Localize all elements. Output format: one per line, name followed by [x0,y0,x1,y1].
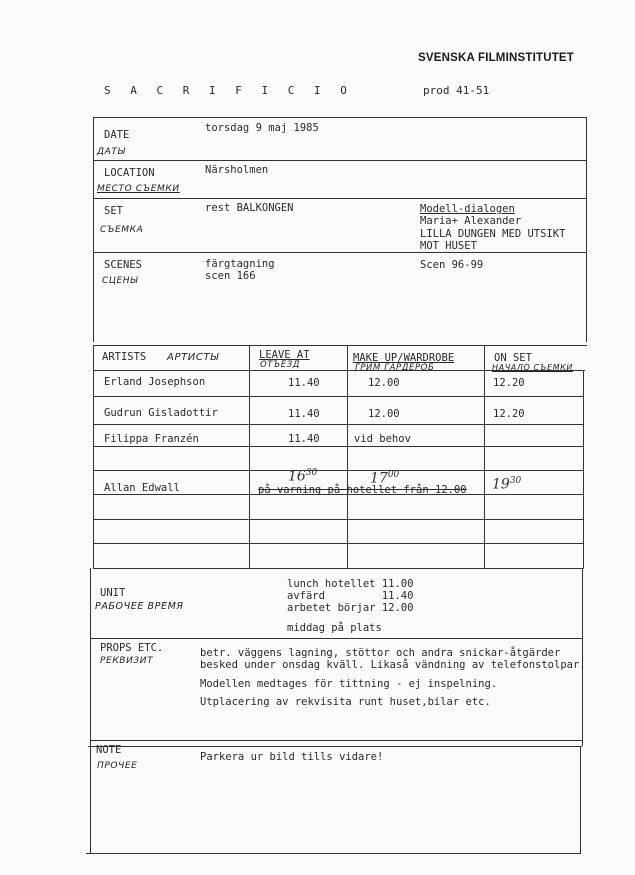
date-label: DATE [104,129,130,141]
artist-hand-makeup: $17^{00}$ [370,470,400,487]
artist-leave: 11.40 [288,433,320,445]
scenes-line-1: färgtagning [205,258,275,270]
col-onset-header-ru: НАЧАЛО СЪЕМКИ [492,363,573,372]
unit-line-1: lunch hotellet 11.00 [287,578,414,590]
institute-name: SVENSKA FILMINSTITUTET [418,52,575,64]
scenes-label-ru: СЦЕНЫ [102,276,139,286]
artist-hand-onset: $19^{30}$ [492,476,522,493]
set-note-4: MOT HUSET [420,240,477,252]
col-leave-header-ru: ОТЪЕЗД [260,360,301,370]
unit-line-2: avfärd 11.40 [287,590,414,602]
artist-name: Gudrun Gisladottir [104,407,218,419]
unit-label: UNIT [100,587,126,599]
artist-leave: 11.40 [288,408,320,420]
set-label-ru: СЪЕМКА [100,225,144,235]
props-line-2: besked under onsdag kväll. Likaså vändning av telefonstolpar. [200,659,586,671]
film-title: S A C R I F I C I O [104,84,354,97]
location-value: Närsholmen [205,164,269,176]
props-line-3: Modellen medtages för tittning - ej inspelning. [200,678,498,690]
artist-leave: 11.40 [288,377,320,389]
production-number: prod 41-51 [423,84,490,97]
col-onset-header: ON SET [494,352,532,364]
artist-hand-leave: $16^{30}$ [288,468,318,485]
artist-strike-note: på varning på hotellet från 12.00 [258,484,467,496]
note-value: Parkera ur bild tills vidare! [200,751,384,763]
artist-makeup: 12.00 [368,408,400,420]
set-note-1: Modell-dialogen [420,203,515,215]
unit-line-3: arbetet börjar 12.00 [287,602,414,614]
artist-onset: 12.20 [493,377,525,389]
col-leave-header: LEAVE AT [259,349,310,361]
location-label: LOCATION [104,167,155,179]
col-artists-header-ru: АРТИСТЫ [167,352,219,363]
col-artists-header: ARTISTS [102,351,147,363]
set-note-3: LILLA DUNGEN MED UTSIKT [420,228,566,240]
scenes-line-2: scen 166 [205,270,256,282]
set-label: SET [104,205,123,217]
artist-makeup: vid behov [354,433,411,445]
date-value: torsdag 9 maj 1985 [205,122,319,134]
note-label: NOTE [96,744,122,756]
col-makeup-header-ru: ГРИМ ГАРДЕРОБ [355,363,435,373]
scenes-range: Scen 96-99 [420,259,484,271]
props-label-ru: РЕКВИЗИТ [100,656,154,666]
scenes-label: SCENES [104,259,142,271]
props-line-1: betr. väggens lagning, stöttor och andra snickar-åtgärder [200,647,561,659]
props-label: PROPS ETC. [100,642,164,654]
unit-label-ru: РАБОЧЕЕ ВРЕМЯ [95,601,184,612]
artist-name: Filippa Franzén [104,433,199,445]
date-label-ru: ДАТЫ [97,147,126,157]
set-note-2: Maria+ Alexander [420,215,522,227]
location-label-ru: МЕСТО СЪЕМКИ [97,184,180,194]
artist-onset: 12.20 [493,408,525,420]
artist-makeup: 12.00 [368,377,400,389]
unit-line-4: middag på plats [287,622,382,634]
note-label-ru: ПРОЧЕЕ [97,761,138,771]
col-makeup-header: MAKE UP/WARDROBE [353,352,455,364]
artist-name: Erland Josephson [104,376,206,388]
props-line-4: Utplacering av rekvisita runt huset,bilar etc. [200,696,491,708]
artist-name: Allan Edwall [104,482,180,494]
set-value: rest BALKONGEN [205,202,294,214]
